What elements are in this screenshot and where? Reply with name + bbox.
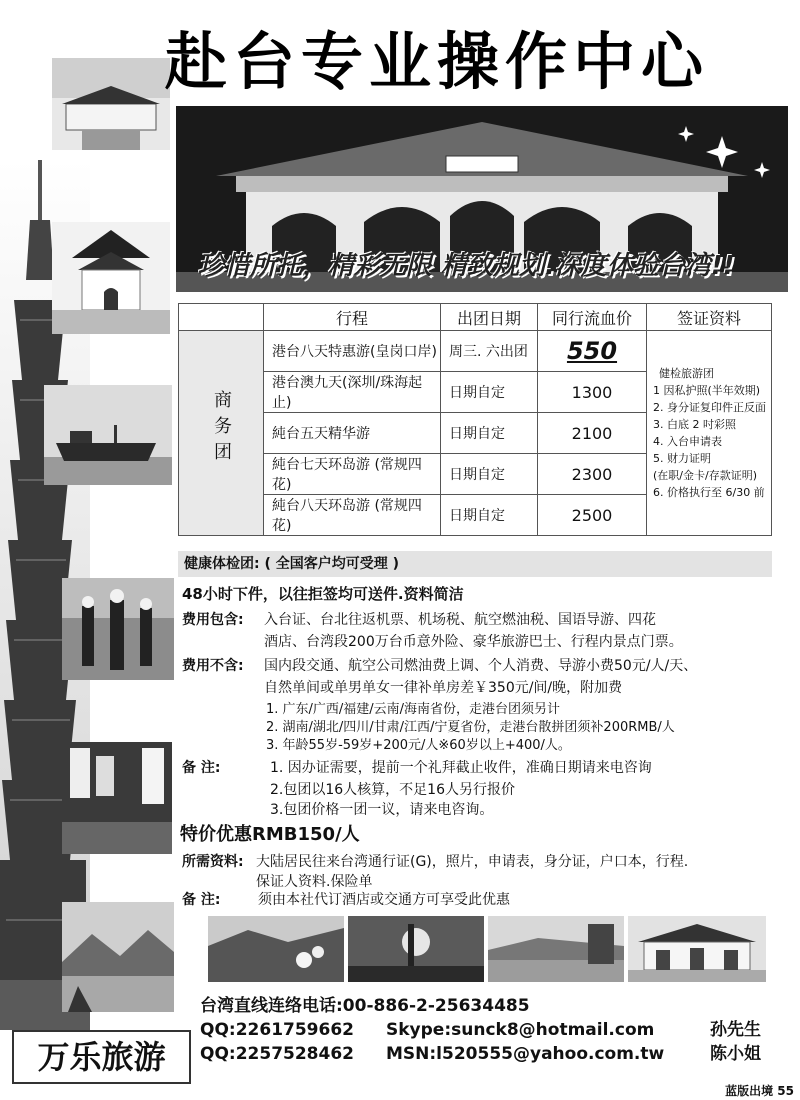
docs-label: 所需资料: — [182, 854, 244, 870]
footer-section: 蓝版出境 — [725, 1084, 774, 1098]
visa-item: 2. 身分证复印件正反面 — [653, 401, 766, 414]
price-cell: 1300 — [538, 372, 647, 413]
visa-item: 6. 价格执行至 6/30 前 — [653, 486, 765, 499]
harbor-photo — [488, 916, 624, 982]
category-label: 商务团 — [211, 389, 232, 468]
price-cell — [538, 331, 647, 372]
health-section-header: 健康体检团: ( 全国客户均可受理 ) — [178, 551, 772, 577]
night-market-photo — [62, 742, 172, 854]
docs-line: 大陆居民往来台湾通行证(G)，照片，申请表，身分证，户口本，行程. — [256, 854, 689, 870]
table-header-blank — [179, 304, 264, 331]
hotline: 台湾直线连络电话:00-886-2-25634485 — [200, 996, 530, 1016]
route-cell: 純台五天精华游 — [264, 413, 441, 454]
pavilion-photo — [52, 222, 170, 334]
price-cell: 2100 — [538, 413, 647, 454]
exclude-line: 2. 湖南/湖北/四川/甘肃/江西/宁夏省份，走港台散拼团须补200RMB/人 — [266, 720, 675, 735]
special-note-label: 备 注: — [182, 892, 221, 908]
table-header-route: 行程 — [264, 304, 441, 331]
price-table — [178, 303, 772, 536]
route-cell: 純台七天环岛游 (常规四花) — [264, 454, 441, 495]
brand-logo-text: 万乐旅游 — [12, 1030, 191, 1084]
exclude-line: 3. 年龄55岁-59岁+200元/人※60岁以上+400/人。 — [266, 738, 571, 753]
table-header-visa: 签证资料 — [647, 304, 772, 331]
health-subtitle: 48小时下件，以往拒签均可送件.资料简洁 — [182, 585, 464, 603]
note-line: 1. 因办证需要，提前一个礼拜截止收件，准确日期请来电咨询 — [270, 760, 652, 776]
ship-photo — [44, 385, 172, 485]
visa-item: 1 因私护照(半年效期) — [653, 384, 761, 397]
visa-item: (在职/金卡/存款证明) — [653, 469, 757, 482]
date-cell: 周三. 六出团 — [441, 331, 538, 372]
include-line: 入台证、台北往返机票、机场税、航空燃油税、国语导游、四花 — [264, 612, 656, 628]
page-title: 赴台专业操作中心 — [165, 25, 710, 98]
contact-person-2: 陈小姐 — [710, 1044, 761, 1064]
contact-person-1: 孙先生 — [710, 1020, 761, 1040]
page-footer — [725, 1082, 794, 1099]
msn-contact: MSN:l520555@yahoo.com.tw — [386, 1044, 665, 1064]
table-header-date: 出团日期 — [441, 304, 538, 331]
include-label: 费用包含: — [182, 612, 244, 628]
city-sunset-photo — [348, 916, 484, 982]
exclude-line: 1. 广东/广西/福建/云南/海南省份，走港台团须另计 — [266, 702, 561, 717]
lake-photo — [62, 902, 174, 1012]
date-cell: 日期自定 — [441, 413, 538, 454]
gate-day-photo — [628, 916, 766, 982]
table-header-price: 同行流血价 — [538, 304, 647, 331]
note-line: 2.包团以16人核算，不足16人另行报价 — [270, 782, 515, 798]
route-cell: 純台八天环岛游 (常规四花) — [264, 495, 441, 536]
note-line: 3.包团价格一团一议，请来电咨询。 — [270, 802, 494, 818]
price-cell: 2300 — [538, 454, 647, 495]
exclude-label: 费用不含: — [182, 658, 244, 674]
qq-1: QQ:2261759662 — [200, 1020, 354, 1040]
memorial-hall-photo — [52, 58, 170, 150]
include-line: 酒店、台湾段200万台币意外险、豪华旅游巴士、行程内景点门票。 — [264, 634, 683, 650]
visa-item: 5. 财力证明 — [653, 452, 711, 465]
date-cell: 日期自定 — [441, 454, 538, 495]
skype-contact: Skype:sunck8@hotmail.com — [386, 1020, 655, 1040]
date-cell: 日期自定 — [441, 372, 538, 413]
visa-item: 4. 入台申请表 — [653, 435, 722, 448]
category-cell — [179, 331, 264, 536]
exclude-line: 自然单间或单男单女一律补单房差￥350元/间/晚，附加费 — [264, 680, 623, 696]
visa-title: 健检旅游团 — [659, 367, 714, 380]
table-header-row — [179, 304, 772, 331]
docs-line: 保证人资料.保险单 — [256, 874, 373, 890]
exclude-line: 国内段交通、航空公司燃油费上调、个人消费、导游小费50元/人/天、 — [264, 658, 698, 674]
table-row — [179, 331, 772, 372]
date-cell: 日期自定 — [441, 495, 538, 536]
special-offer-title: 特价优惠RMB150/人 — [180, 824, 360, 845]
route-cell: 港台澳九天(深圳/珠海起止) — [264, 372, 441, 413]
qq-2: QQ:2257528462 — [200, 1044, 354, 1064]
price-highlight: 550 — [566, 337, 618, 365]
special-note-text: 须由本社代订酒店或交通方可享受此优惠 — [258, 892, 510, 908]
route-cell: 港台八天特惠游(皇岗口岸) — [264, 331, 441, 372]
slogan: 珍惜所托，精彩无限 精致规划.深度体验台湾!! — [198, 251, 735, 281]
flower-coast-photo — [208, 916, 344, 982]
page-number: 55 — [777, 1084, 794, 1098]
visa-item: 3. 白底 2 吋彩照 — [653, 418, 736, 431]
honor-guard-photo — [62, 578, 174, 680]
note-label: 备 注: — [182, 760, 221, 776]
visa-info-cell — [647, 331, 772, 536]
price-cell: 2500 — [538, 495, 647, 536]
